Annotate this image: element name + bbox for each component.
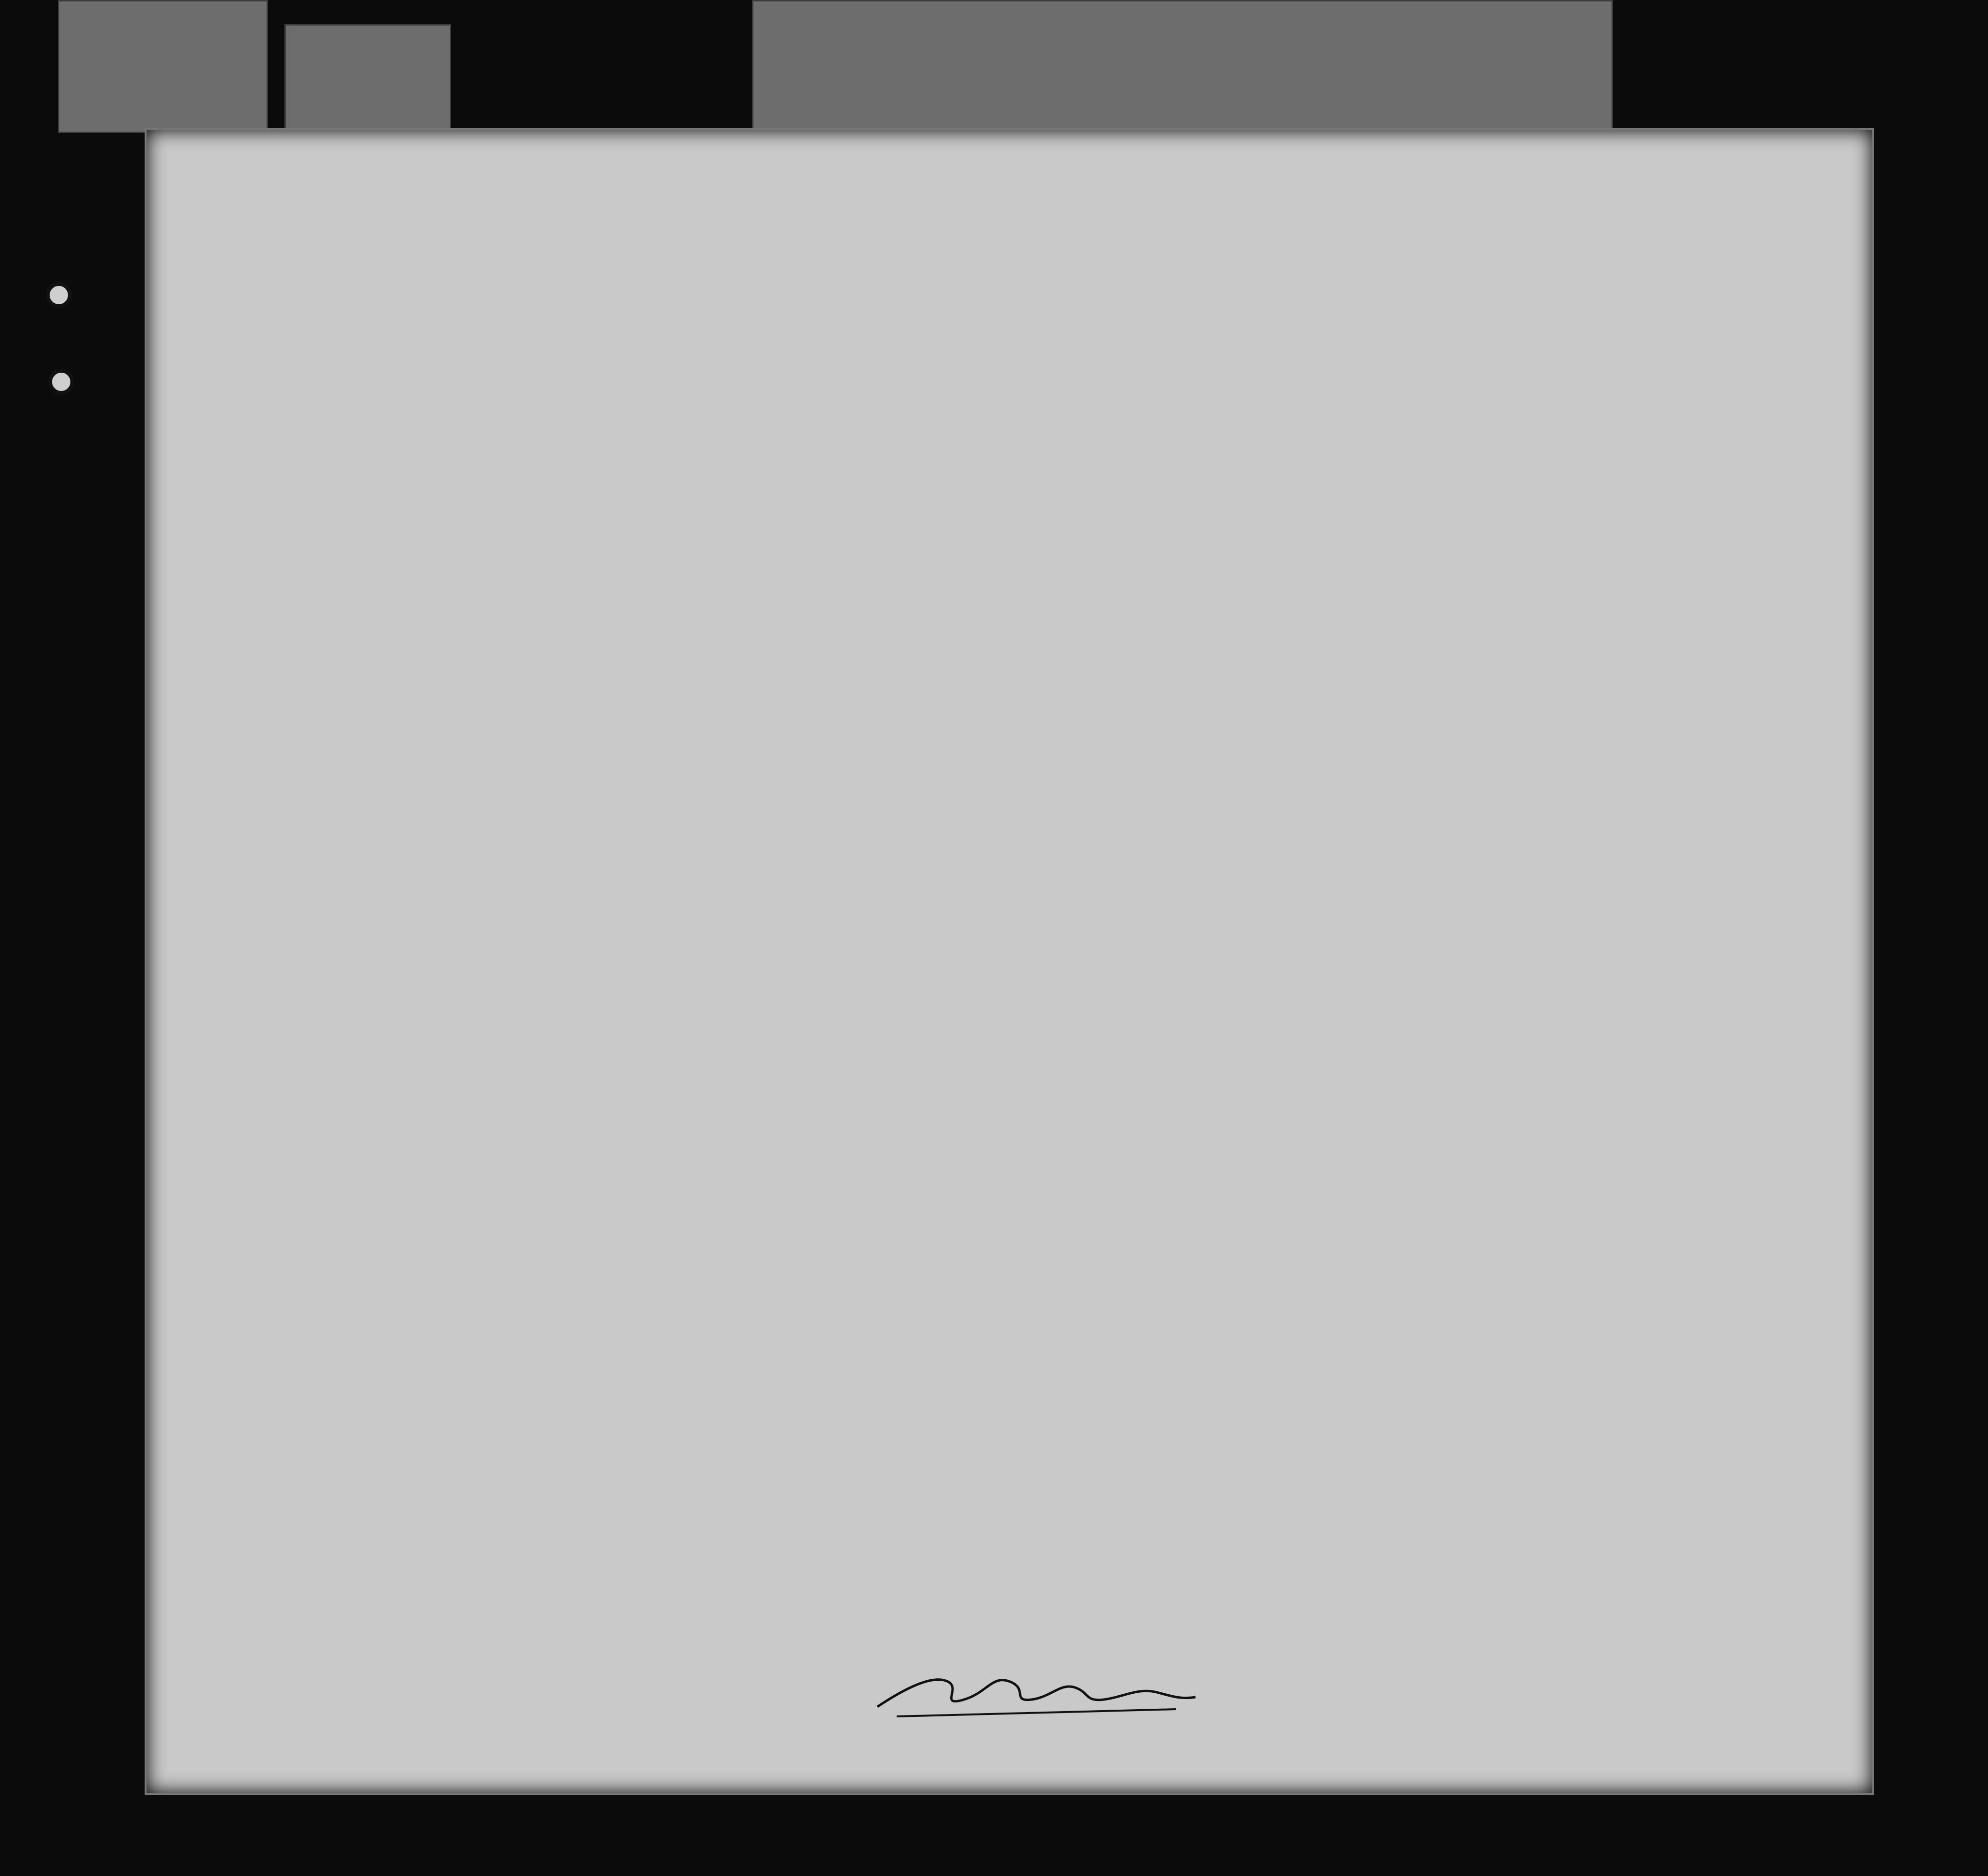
manifest-sheet	[145, 128, 1874, 1795]
folder-tab	[58, 0, 268, 133]
inspector-signature	[868, 1654, 1205, 1726]
binder-ring	[48, 369, 74, 395]
binder-ring	[46, 282, 72, 308]
folder-tab	[752, 0, 1613, 133]
